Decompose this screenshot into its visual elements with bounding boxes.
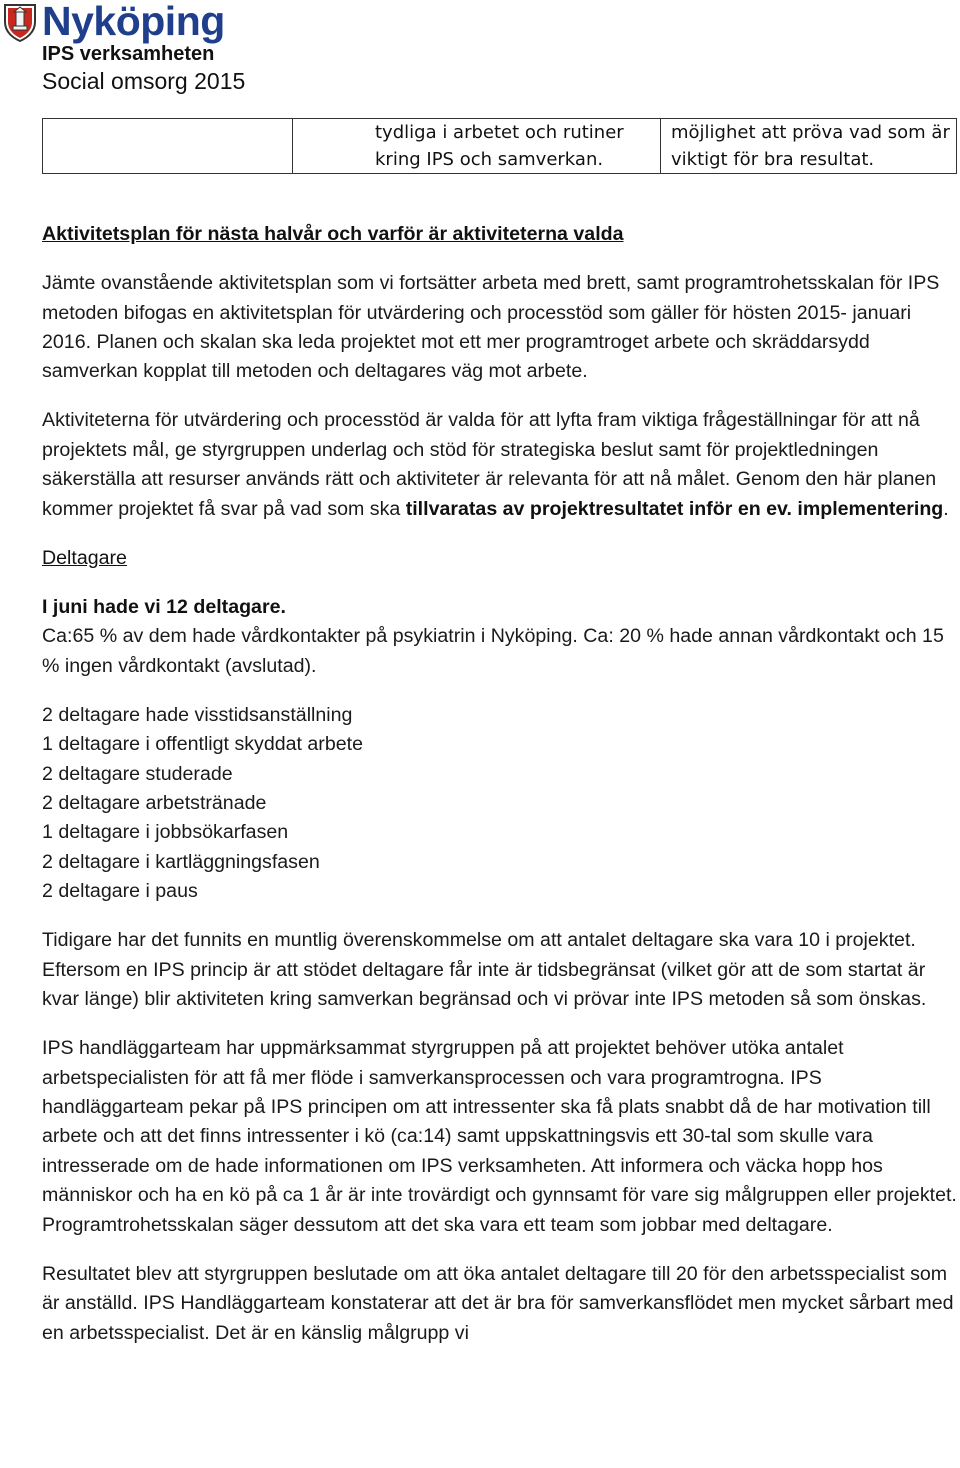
- list-item: 2 deltagare i paus: [42, 880, 198, 903]
- document-body: [42, 220, 958, 1348]
- table-row: [43, 119, 957, 174]
- section-heading-aktivitetsplan: Aktivitetsplan för nästa halvår och varför är aktiviteterna valda: [42, 223, 624, 245]
- list-item: 1 deltagare i jobbsökarfasen: [42, 821, 289, 844]
- coat-of-arms-icon: [2, 2, 38, 42]
- summary-bold: I juni hade vi 12 deltagare.: [42, 595, 286, 618]
- logo-subtitle: IPS verksamheten: [42, 43, 215, 65]
- paragraph: [42, 406, 958, 524]
- table-cell: tydliga i arbetet och rutiner kring IPS och samverkan.: [293, 119, 661, 174]
- paragraph: Tidigare har det funnits en muntlig överenskommelse om att antalet deltagare ska vara 10 i projektet. Eftersom en IPS princip är att stödet deltagare får inte är tidsbegränsat (vilket gör att de som startat är kvar länge) blir aktiviteten kring samverkan begränsad och vi prövar inte IPS metoden så som önskas.: [42, 929, 927, 1011]
- page-header: [0, 0, 420, 100]
- paragraph: Jämte ovanstående aktivitetsplan som vi fortsätter arbeta med brett, samt programtrohetsskalan för IPS metoden bifogas en aktivitetsplan för utvärdering och processtöd som gäller för hösten 2015- januari 2016. Planen och skalan ska leda projektet mot ett mer programtroget arbete och skräddarsydd samverkan kopplat till metoden och deltagares väg mot arbete.: [42, 272, 940, 383]
- table-cell: möjlighet att pröva vad som är viktigt för bra resultat.: [661, 119, 957, 174]
- summary-text: Ca:65 % av dem hade vårdkontakter på psykiatrin i Nyköping. Ca: 20 % hade annan vårdkontakt och 15 % ingen vårdkontakt (avslutad).: [42, 625, 944, 677]
- paragraph: [42, 593, 958, 681]
- list-item: 1 deltagare i offentligt skyddat arbete: [42, 733, 363, 756]
- table-cell: [43, 119, 293, 174]
- list-item: 2 deltagare i kartläggningsfasen: [42, 850, 320, 873]
- activity-table: [42, 118, 957, 174]
- paragraph-text: .: [943, 497, 949, 520]
- section-heading-deltagare: Deltagare: [42, 546, 127, 569]
- paragraph: Resultatet blev att styrgruppen beslutade om att öka antalet deltagare till 20 för den arbetsspecialist som är anställd. IPS Handläggarteam konstaterar att det är bra för samverkansflödet men mycket sårbart med en arbetsspecialist. Det är en känslig målgrupp vi: [42, 1262, 954, 1344]
- participant-list: [42, 701, 958, 907]
- list-item: 2 deltagare hade visstidsanställning: [42, 703, 353, 726]
- logo-name: Nyköping: [42, 0, 225, 44]
- paragraph: IPS handläggarteam har uppmärksammat styrgruppen på att projektet behöver utöka antalet arbetspecialisten för att få mer flöde i samverkansprocessen och vara programtrogna. IPS handläggarteam pekar på IPS principen om att intressenter ska få plats snabbt då de har motivation till arbete och att det finns intressenter i kö (ca:14) samt uppskattningsvis ett 30-tal som skulle vara intresserade om de hade informationen om IPS verksamheten. Att informera och väcka hopp hos människor och ha en kö på ca 1 år är inte trovärdigt och gynnsamt för vare sig målgruppen eller projektet. Programtrohetsskalan säger dessutom att det ska vara ett team som jobbar med deltagare.: [42, 1037, 957, 1236]
- paragraph-bold-text: tillvaratas av projektresultatet inför en ev. implementering: [405, 497, 944, 520]
- document-title: Social omsorg 2015: [42, 68, 246, 94]
- list-item: 2 deltagare arbetstränade: [42, 791, 267, 814]
- list-item: 2 deltagare studerade: [42, 762, 233, 785]
- paragraph-text: Aktiviteterna för utvärdering och processtöd är valda för att lyfta fram viktiga frågeställningar för att nå projektets mål, ge styrgruppen underlag och stöd för strategiska beslut samt för projektledningen säkerställa att resurser används rätt och aktiviteter är relevanta för att nå målet. Genom den här planen kommer projektet få svar på vad som ska: [42, 409, 937, 520]
